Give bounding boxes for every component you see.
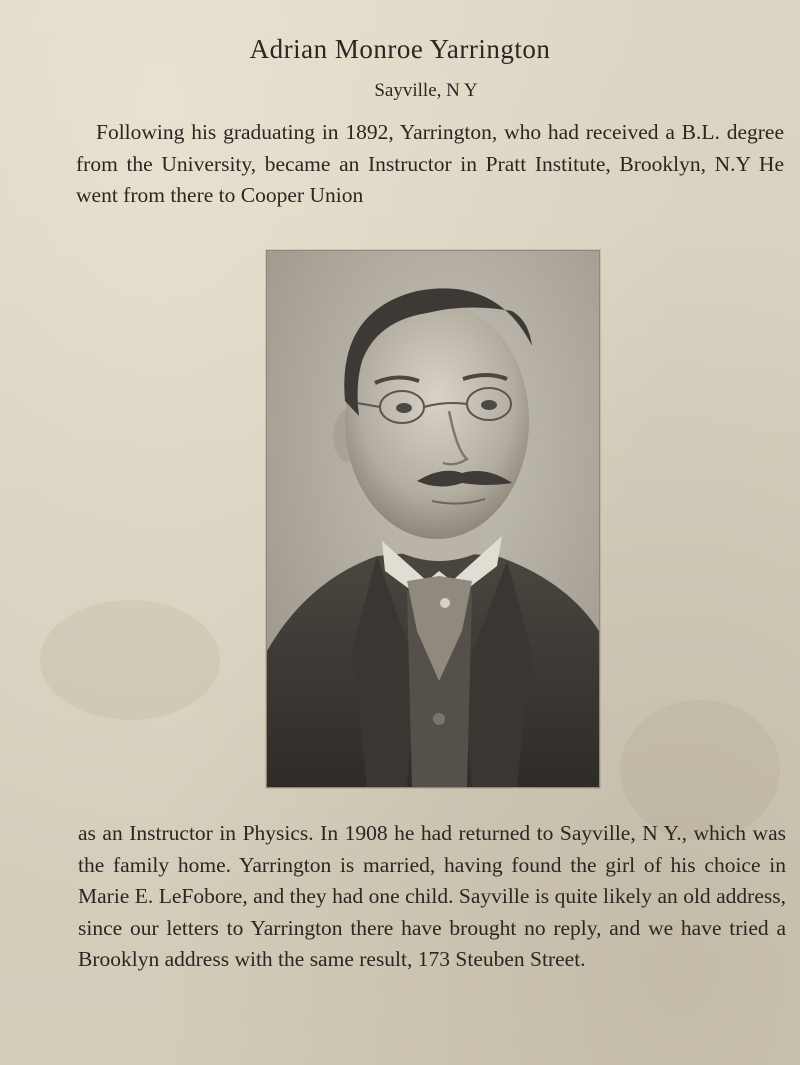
location-subtitle: Sayville, N Y	[374, 80, 478, 101]
portrait-photo	[266, 250, 600, 788]
page-title: Adrian Monroe Yarrington	[249, 34, 551, 64]
portrait-illustration	[267, 251, 599, 787]
paper-stain	[40, 600, 220, 720]
paragraph-top: Following his graduating in 1892, Yarrington, who had received a B.L. degree from the University, became an Instructor in Pratt Institute, Brooklyn, N.Y He went from there to Cooper Union	[76, 120, 784, 207]
paragraph-bottom: as an Instructor in Physics. In 1908 he had returned to Sayville, N Y., which was the family home. Yarrington is married, having found the girl of his choice in Marie E. LeFobore, and they had one child. Sayville is quite likely an old address, since our letters to Yarrington there have brought no reply, and we have tried a Brooklyn address with the same result, 173 Steuben Street.	[78, 821, 786, 971]
